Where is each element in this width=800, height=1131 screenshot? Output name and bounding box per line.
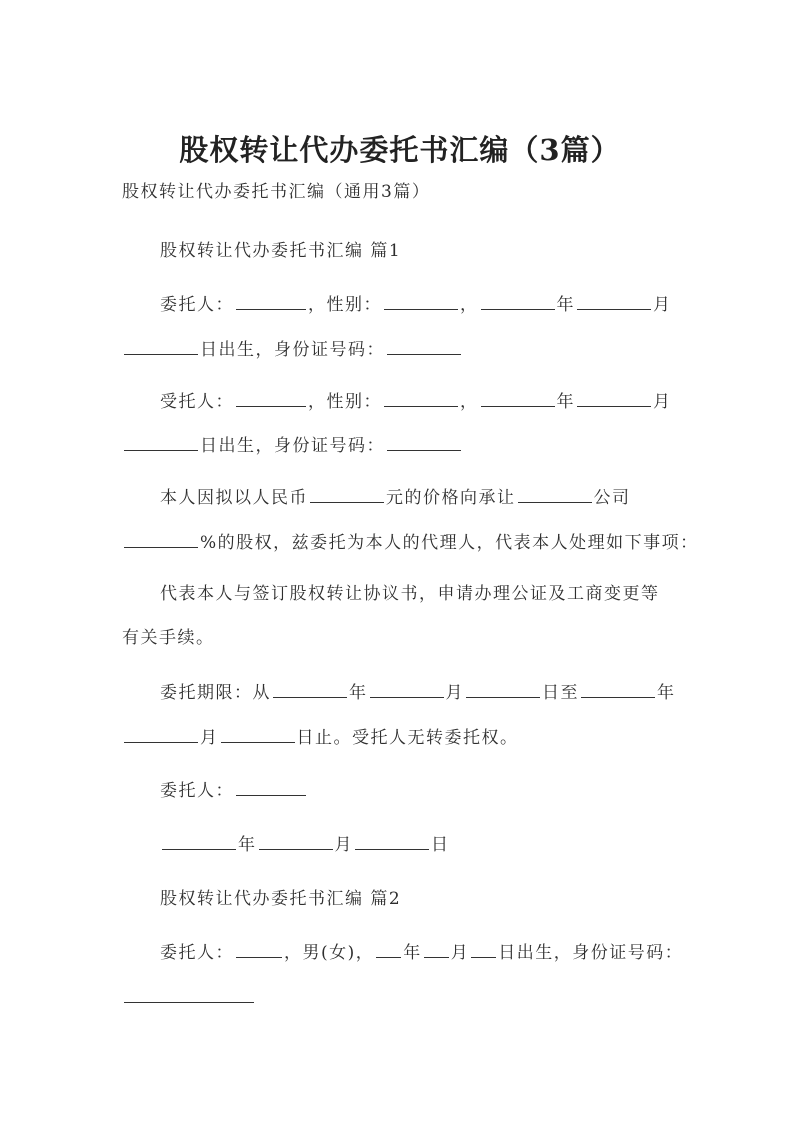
signature-blank (236, 779, 306, 796)
gender-blank (384, 293, 458, 310)
from-month-blank (370, 681, 444, 698)
born-idcard-label: 日出生，身份证号码： (200, 436, 385, 456)
para1-text-d: %的股权，兹委托为本人的代理人，代表本人处理如下事项： (200, 533, 699, 553)
price-blank (310, 486, 384, 503)
para1-text-a: 本人因拟以人民币 (160, 488, 308, 508)
from-year-blank (273, 681, 347, 698)
paragraph-1-line-1 (160, 486, 631, 509)
transferee-blank (518, 486, 592, 503)
gender-label: ，性别： (308, 295, 382, 315)
comma: ， (460, 392, 479, 412)
birth-day-blank (124, 434, 198, 451)
month-label: 月 (200, 728, 219, 748)
agent-line-2 (122, 434, 463, 457)
signature-date-line (160, 833, 450, 856)
from-day-blank (466, 681, 540, 698)
year-label: 年 (657, 683, 676, 703)
signature-label: 委托人： (160, 781, 234, 801)
to-month-blank (124, 726, 198, 743)
principal-line (160, 293, 672, 316)
birth-month-blank (577, 293, 651, 310)
sign-year-blank (162, 833, 236, 850)
signature-line (160, 779, 308, 802)
birth-month-blank (424, 941, 449, 958)
agent-label: 受托人： (160, 392, 234, 412)
month-label: 月 (653, 392, 672, 412)
birth-year-blank (376, 941, 401, 958)
section2-principal-line (160, 941, 683, 964)
gender-label: ，性别： (308, 392, 382, 412)
born-idcard-label: 日出生，身份证号码： (200, 340, 385, 360)
to-year-blank (581, 681, 655, 698)
document-title: 股权转让代办委托书汇编（3篇） (179, 133, 621, 167)
birth-year-blank (481, 293, 555, 310)
month-label: 月 (334, 835, 353, 855)
principal-label: 委托人： (160, 943, 234, 963)
section2-heading: 股权转让代办委托书汇编 篇2 (160, 889, 402, 909)
period-end-text: 日止。受托人无转委托权。 (296, 728, 519, 748)
sign-month-blank (259, 833, 333, 850)
year-label: 年 (403, 943, 422, 963)
principal-name-blank (236, 941, 282, 958)
year-label: 年 (349, 683, 368, 703)
idcard-blank (387, 338, 461, 355)
month-label: 月 (653, 295, 672, 315)
idcard-blank (124, 986, 254, 1003)
birth-day-blank (471, 941, 496, 958)
period-line-2 (122, 726, 519, 749)
document-subtitle: 股权转让代办委托书汇编（通用3篇） (122, 182, 431, 202)
percent-blank (124, 531, 198, 548)
month-label: 月 (445, 683, 464, 703)
gender-text: ，男(女)， (284, 943, 375, 963)
para1-text-b: 元的价格向承让 (386, 488, 516, 508)
period-line-1 (160, 681, 676, 704)
paragraph-2-line-1: 代表本人与签订股权转让协议书，申请办理公证及工商变更等 (160, 584, 660, 604)
para1-text-c: 公司 (593, 488, 631, 508)
day-to-label: 日至 (542, 683, 579, 703)
birth-year-blank (481, 390, 555, 407)
principal-label: 委托人： (160, 295, 234, 315)
birth-day-blank (124, 338, 198, 355)
principal-name-blank (236, 293, 306, 310)
paragraph-1-line-2 (122, 531, 699, 554)
principal-line-2 (122, 338, 463, 361)
year-label: 年 (556, 392, 575, 412)
agent-name-blank (236, 390, 306, 407)
gender-blank (384, 390, 458, 407)
birth-month-blank (577, 390, 651, 407)
comma: ， (460, 295, 479, 315)
agent-line (160, 390, 672, 413)
to-day-blank (221, 726, 295, 743)
year-label: 年 (238, 835, 257, 855)
section1-heading: 股权转让代办委托书汇编 篇1 (160, 241, 402, 261)
paragraph-2-line-2: 有关手续。 (122, 628, 215, 648)
idcard-blank (387, 434, 461, 451)
period-label: 委托期限：从 (160, 683, 271, 703)
born-idcard-label: 日出生，身份证号码： (498, 943, 684, 963)
day-label: 日 (431, 835, 450, 855)
section2-idcard-line (122, 986, 256, 1009)
year-label: 年 (556, 295, 575, 315)
sign-day-blank (355, 833, 429, 850)
month-label: 月 (450, 943, 470, 963)
